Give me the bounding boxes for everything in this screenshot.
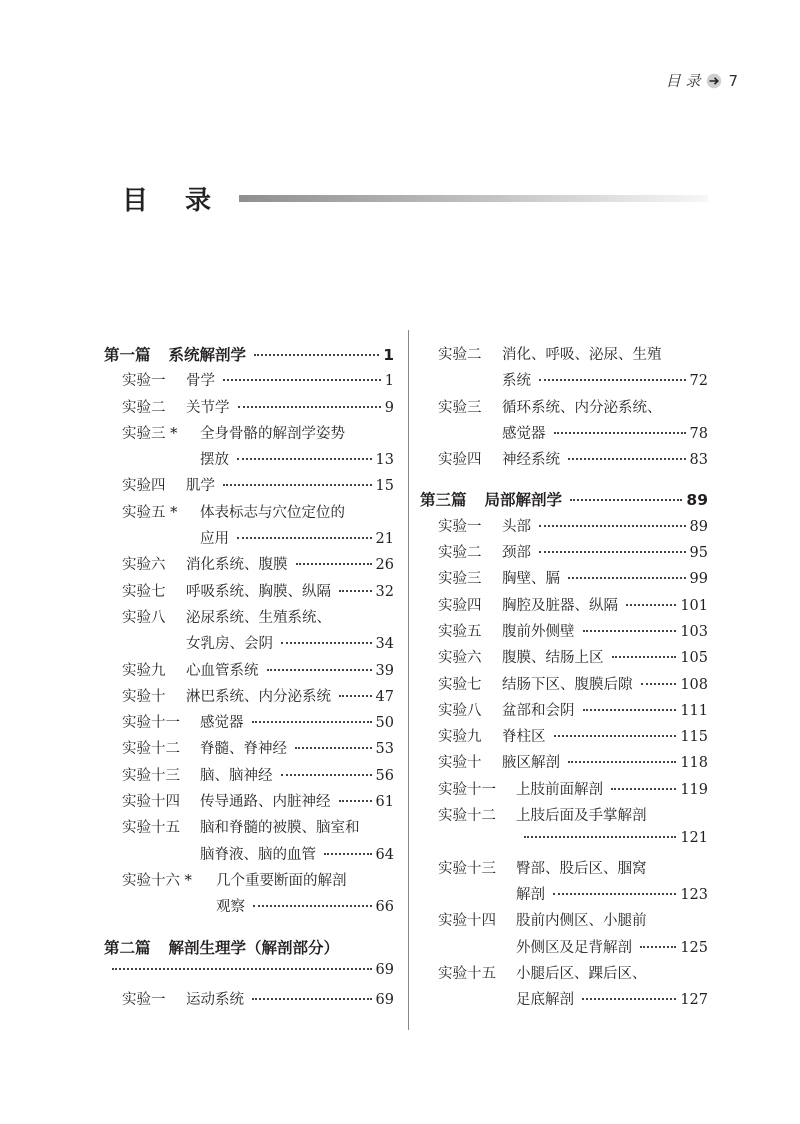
entry-label: 实验一 xyxy=(438,518,482,535)
entry-line xyxy=(516,988,708,1014)
entry-line xyxy=(186,632,394,658)
entry-title: 腹前外侧壁 xyxy=(502,623,575,640)
dot-leader xyxy=(554,432,686,434)
dot-leader xyxy=(296,563,372,565)
page-ref: 83 xyxy=(689,452,708,469)
entry-label: 实验四 xyxy=(122,478,166,495)
entry-line xyxy=(516,909,708,935)
dot-leader xyxy=(223,379,381,381)
entry-title: 股前内侧区、小腿前 xyxy=(516,913,647,930)
entry-title: 关节学 xyxy=(186,399,230,416)
page-ref: 101 xyxy=(680,597,708,614)
dot-leader xyxy=(640,946,676,948)
entry-title: 脊柱区 xyxy=(502,729,546,746)
page-ref: 111 xyxy=(680,702,708,719)
entry-text xyxy=(502,751,708,777)
entry-label: 实验十五 xyxy=(122,820,180,837)
toc-entry xyxy=(104,580,394,606)
dot-leader xyxy=(281,774,372,776)
running-head xyxy=(666,70,738,91)
entry-label: 实验十四 xyxy=(438,913,496,930)
page-ref: 69 xyxy=(375,992,394,1009)
entry-title: 观察 xyxy=(216,899,245,916)
page-ref: 89 xyxy=(686,491,708,510)
toc-entry xyxy=(104,737,394,763)
title-decor-bar xyxy=(239,195,708,202)
toc-entry xyxy=(104,685,394,711)
entry-label: 实验四 xyxy=(438,597,482,614)
entry-line xyxy=(186,659,394,685)
entry-title: 臀部、股后区、腘窝 xyxy=(516,860,647,877)
entry-label: 实验五 * xyxy=(122,504,178,521)
entry-title: 上肢前面解剖 xyxy=(516,781,603,798)
page-ref: 78 xyxy=(689,425,708,442)
page-ref: 89 xyxy=(689,518,708,535)
toc-entry xyxy=(420,699,708,725)
entry-title: 摆放 xyxy=(200,452,229,469)
entry-label: 实验三 xyxy=(438,399,482,416)
entry-label: 实验九 xyxy=(122,662,166,679)
dot-leader xyxy=(238,406,381,408)
entry-title: 神经系统 xyxy=(502,452,560,469)
entry-label: 实验三 xyxy=(438,571,482,588)
entry-label: 实验十六 * xyxy=(122,872,192,889)
page-ref: 103 xyxy=(680,623,708,640)
entry-text xyxy=(186,369,394,395)
dot-leader xyxy=(339,695,372,697)
entry-line xyxy=(186,396,394,422)
entry-title: 淋巴系统、内分泌系统 xyxy=(186,688,331,705)
entry-line xyxy=(186,988,394,1014)
entry-line xyxy=(200,816,394,842)
entry-line xyxy=(502,725,708,751)
dot-leader xyxy=(254,354,379,356)
part-number: 第三篇 xyxy=(420,491,467,510)
dot-leader xyxy=(112,968,372,970)
dot-leader xyxy=(253,905,372,907)
toc-entry xyxy=(104,553,394,579)
page-ref: 105 xyxy=(680,650,708,667)
column-divider xyxy=(408,330,409,1030)
entry-text xyxy=(516,857,708,910)
toc-entry xyxy=(104,869,394,922)
part-title: 系统解剖学 xyxy=(168,346,247,364)
entry-line xyxy=(186,580,394,606)
entry-line xyxy=(502,515,708,541)
entry-text xyxy=(200,816,394,869)
page-ref: 118 xyxy=(680,755,708,772)
dot-leader xyxy=(568,577,686,579)
dot-leader xyxy=(583,709,677,711)
entry-line xyxy=(186,606,394,632)
entry-text xyxy=(516,962,708,1015)
entry-line xyxy=(516,830,708,856)
toc-entry xyxy=(104,790,394,816)
entry-text xyxy=(186,659,394,685)
toc-entry xyxy=(104,369,394,395)
entry-label: 实验七 xyxy=(438,676,482,693)
page-ref: 15 xyxy=(375,478,394,495)
entry-label: 实验十 xyxy=(122,688,166,705)
entry-title: 解剖 xyxy=(516,886,545,903)
entry-title: 足底解剖 xyxy=(516,992,574,1009)
entry-line xyxy=(200,422,394,448)
entry-title: 循环系统、内分泌系统、 xyxy=(502,399,662,416)
page-ref: 95 xyxy=(689,545,708,562)
entry-title: 应用 xyxy=(200,531,229,548)
dot-leader xyxy=(524,836,676,838)
toc-entry xyxy=(104,422,394,475)
entry-title: 脑脊液、脑的血管 xyxy=(200,846,316,863)
page-ref: 1 xyxy=(383,346,394,364)
dot-leader xyxy=(641,683,677,685)
entry-label: 实验三 * xyxy=(122,425,178,442)
entry-title: 肌学 xyxy=(186,478,215,495)
toc-entry xyxy=(420,751,708,777)
entry-title: 外侧区及足背解剖 xyxy=(516,939,632,956)
toc-part xyxy=(420,488,708,514)
page-ref: 53 xyxy=(375,741,394,758)
entry-label: 实验九 xyxy=(438,729,482,746)
entry-label: 实验二 xyxy=(438,347,482,363)
dot-leader xyxy=(237,537,372,539)
toc-entry xyxy=(420,646,708,672)
entry-text xyxy=(502,448,708,474)
part-title: 局部解剖学 xyxy=(484,491,563,510)
toc-entry xyxy=(420,778,708,804)
entry-title: 腹膜、结肠上区 xyxy=(502,650,604,667)
dot-leader xyxy=(568,458,686,460)
entry-label: 实验八 xyxy=(122,609,166,626)
entry-line xyxy=(186,685,394,711)
entry-line xyxy=(216,869,394,895)
entry-label: 实验十一 xyxy=(122,715,180,732)
entry-text xyxy=(216,869,394,922)
dot-leader xyxy=(583,630,677,632)
entry-title: 女乳房、会阴 xyxy=(186,636,273,653)
toc-title-block xyxy=(122,180,708,217)
entry-text xyxy=(200,790,394,816)
dot-leader xyxy=(568,761,676,763)
dot-leader xyxy=(267,669,372,671)
entry-line xyxy=(186,553,394,579)
dot-leader xyxy=(539,379,686,381)
entry-text xyxy=(502,594,708,620)
toc-entry xyxy=(420,594,708,620)
dot-leader xyxy=(295,747,372,749)
page-ref: 69 xyxy=(375,961,394,978)
entry-line xyxy=(502,448,708,474)
entry-label: 实验十三 xyxy=(438,860,496,877)
entry-line xyxy=(200,501,394,527)
entry-title: 心血管系统 xyxy=(186,662,259,679)
toc-entry xyxy=(420,620,708,646)
dot-leader xyxy=(252,721,372,723)
entry-line xyxy=(200,764,394,790)
entry-line xyxy=(502,541,708,567)
page-ref: 47 xyxy=(375,688,394,705)
entry-title: 系统 xyxy=(502,373,531,390)
page-ref: 125 xyxy=(680,939,708,956)
entry-line xyxy=(516,778,708,804)
toc-entry xyxy=(104,501,394,554)
entry-line xyxy=(502,343,708,369)
entry-line xyxy=(216,895,394,921)
page-ref: 127 xyxy=(680,992,708,1009)
toc-entry xyxy=(420,567,708,593)
page-ref: 72 xyxy=(689,373,708,390)
page-ref: 123 xyxy=(680,886,708,903)
dot-leader xyxy=(626,604,676,606)
dot-leader xyxy=(252,998,372,1000)
entry-label: 实验十二 xyxy=(438,808,496,825)
entry-title: 运动系统 xyxy=(186,992,244,1009)
entry-line xyxy=(200,711,394,737)
toc-entry xyxy=(420,541,708,567)
toc-part-heading xyxy=(420,488,708,514)
entry-title: 泌尿系统、生殖系统、 xyxy=(186,609,331,626)
page-ref: 32 xyxy=(375,583,394,600)
part-number: 第一篇 xyxy=(104,346,151,364)
dot-leader xyxy=(237,458,372,460)
toc-entry xyxy=(420,673,708,699)
toc-entry xyxy=(420,396,708,449)
entry-text xyxy=(516,909,708,962)
dot-leader xyxy=(554,735,677,737)
toc-part-page-line xyxy=(104,962,394,988)
entry-label: 实验十 xyxy=(438,755,482,772)
toc-entry xyxy=(420,725,708,751)
entry-title: 胸腔及脏器、纵隔 xyxy=(502,597,618,614)
entry-text xyxy=(502,343,708,396)
entry-title: 几个重要断面的解剖 xyxy=(216,872,347,889)
entry-label: 实验十四 xyxy=(122,794,180,811)
toc-entry xyxy=(104,988,394,1014)
dot-leader xyxy=(553,893,676,895)
entry-line xyxy=(200,448,394,474)
running-head-text: 目 录 xyxy=(665,72,701,90)
toc-right-column xyxy=(420,343,708,1014)
entry-text xyxy=(502,541,708,567)
entry-title: 体表标志与穴位定位的 xyxy=(200,504,345,521)
page-ref: 56 xyxy=(375,767,394,784)
entry-title: 传导通路、内脏神经 xyxy=(200,794,331,811)
entry-label: 实验四 xyxy=(438,452,482,469)
entry-text xyxy=(502,673,708,699)
page-ref: 9 xyxy=(384,399,394,416)
entry-title: 小腿后区、踝后区、 xyxy=(516,965,647,982)
entry-text xyxy=(186,396,394,422)
entry-label: 实验一 xyxy=(122,992,166,1009)
entry-title: 感觉器 xyxy=(200,715,244,732)
toc-part-heading xyxy=(104,936,394,962)
page-ref: 26 xyxy=(375,557,394,574)
toc-entry xyxy=(104,711,394,737)
toc-part xyxy=(104,343,394,369)
dot-leader xyxy=(339,800,372,802)
entry-text xyxy=(502,725,708,751)
entry-line xyxy=(200,737,394,763)
dot-leader xyxy=(612,656,677,658)
page-ref: 121 xyxy=(680,830,708,847)
part-number: 第二篇 xyxy=(104,938,151,957)
page-ref: 61 xyxy=(375,794,394,811)
page-ref: 39 xyxy=(375,662,394,679)
page-number: 7 xyxy=(728,71,738,90)
entry-title: 胸壁、膈 xyxy=(502,571,560,588)
entry-label: 实验八 xyxy=(438,702,482,719)
entry-text xyxy=(186,685,394,711)
toc-entry xyxy=(420,857,708,910)
entry-line xyxy=(516,804,708,830)
entry-text xyxy=(502,646,708,672)
entry-text xyxy=(186,474,394,500)
entry-label: 实验二 xyxy=(438,545,482,562)
entry-title: 脊髓、脊神经 xyxy=(200,741,287,758)
page-ref: 66 xyxy=(375,899,394,916)
page-ref: 1 xyxy=(384,373,394,390)
entry-title: 脑和脊髓的被膜、脑室和 xyxy=(200,820,360,837)
entry-line xyxy=(502,751,708,777)
entry-title: 消化系统、腹膜 xyxy=(186,557,288,574)
entry-line xyxy=(502,594,708,620)
toc-left-column xyxy=(104,343,394,1014)
entry-title: 消化、呼吸、泌尿、生殖 xyxy=(502,347,662,363)
entry-line xyxy=(186,369,394,395)
entry-text xyxy=(502,396,708,449)
page-ref: 34 xyxy=(375,636,394,653)
entry-text xyxy=(186,553,394,579)
entry-line xyxy=(516,936,708,962)
dot-leader xyxy=(611,788,676,790)
entry-text xyxy=(502,567,708,593)
part-title: 解剖生理学（解剖部分） xyxy=(168,938,340,957)
page-ref: 50 xyxy=(375,715,394,732)
entry-line xyxy=(502,673,708,699)
entry-line xyxy=(200,790,394,816)
page-ref: 119 xyxy=(680,781,708,798)
toc-entry xyxy=(420,804,708,857)
entry-label: 实验十三 xyxy=(122,767,180,784)
toc-entry xyxy=(104,764,394,790)
entry-line xyxy=(502,396,708,422)
entry-label: 实验七 xyxy=(122,583,166,600)
toc-entry xyxy=(420,448,708,474)
toc-entry xyxy=(104,816,394,869)
entry-label: 实验六 xyxy=(438,650,482,667)
entry-text xyxy=(502,699,708,725)
entry-title: 呼吸系统、胸膜、纵隔 xyxy=(186,583,331,600)
entry-line xyxy=(502,369,708,395)
entry-text xyxy=(200,764,394,790)
dot-leader xyxy=(324,853,372,855)
toc-entry xyxy=(420,343,708,396)
entry-text xyxy=(502,515,708,541)
toc-entry xyxy=(104,474,394,500)
entry-text xyxy=(186,988,394,1014)
dot-leader xyxy=(223,484,372,486)
entry-label: 实验二 xyxy=(122,399,166,416)
entry-text xyxy=(516,804,708,857)
entry-title: 盆部和会阴 xyxy=(502,702,575,719)
entry-text xyxy=(200,501,394,554)
entry-text xyxy=(186,580,394,606)
entry-line xyxy=(186,474,394,500)
toc-part xyxy=(104,936,394,989)
toc-entry xyxy=(104,659,394,685)
dot-leader xyxy=(339,590,372,592)
entry-title: 颈部 xyxy=(502,545,531,562)
entry-text xyxy=(200,422,394,475)
page-ref: 99 xyxy=(689,571,708,588)
entry-text xyxy=(516,778,708,804)
toc-part-heading xyxy=(104,343,394,369)
entry-label: 实验六 xyxy=(122,557,166,574)
entry-title: 全身骨骼的解剖学姿势 xyxy=(200,425,345,442)
entry-text xyxy=(186,606,394,659)
toc-entry xyxy=(420,909,708,962)
toc-entry xyxy=(104,606,394,659)
dot-leader xyxy=(539,551,686,553)
entry-label: 实验一 xyxy=(122,373,166,390)
entry-text xyxy=(200,711,394,737)
entry-title: 腋区解剖 xyxy=(502,755,560,772)
arrow-right-icon xyxy=(706,73,722,89)
entry-line xyxy=(516,857,708,883)
dot-leader xyxy=(281,642,372,644)
entry-title: 结肠下区、腹膜后隙 xyxy=(502,676,633,693)
page-ref: 64 xyxy=(375,846,394,863)
page-ref: 21 xyxy=(375,531,394,548)
entry-label: 实验十二 xyxy=(122,741,180,758)
dot-leader xyxy=(539,525,686,527)
entry-line xyxy=(502,699,708,725)
entry-label: 实验十五 xyxy=(438,965,496,982)
dot-leader xyxy=(582,998,676,1000)
dot-leader xyxy=(570,499,682,501)
entry-label: 实验十一 xyxy=(438,781,496,798)
entry-title: 头部 xyxy=(502,518,531,535)
entry-title: 上肢后面及手掌解剖 xyxy=(516,808,647,825)
entry-line xyxy=(516,883,708,909)
page-ref: 13 xyxy=(375,452,394,469)
entry-line xyxy=(502,567,708,593)
entry-label: 实验五 xyxy=(438,623,482,640)
entry-text xyxy=(200,737,394,763)
entry-line xyxy=(516,962,708,988)
entry-title: 骨学 xyxy=(186,373,215,390)
entry-title: 脑、脑神经 xyxy=(200,767,273,784)
entry-text xyxy=(502,620,708,646)
entry-line xyxy=(502,646,708,672)
entry-line xyxy=(502,620,708,646)
entry-title: 感觉器 xyxy=(502,425,546,442)
entry-line xyxy=(502,422,708,448)
toc-title: 目 录 xyxy=(122,186,226,216)
toc-entry xyxy=(420,515,708,541)
entry-line xyxy=(200,527,394,553)
page-ref: 115 xyxy=(680,729,708,746)
entry-line xyxy=(200,843,394,869)
toc-entry xyxy=(104,396,394,422)
toc-entry xyxy=(420,962,708,1015)
page-ref: 108 xyxy=(680,676,708,693)
